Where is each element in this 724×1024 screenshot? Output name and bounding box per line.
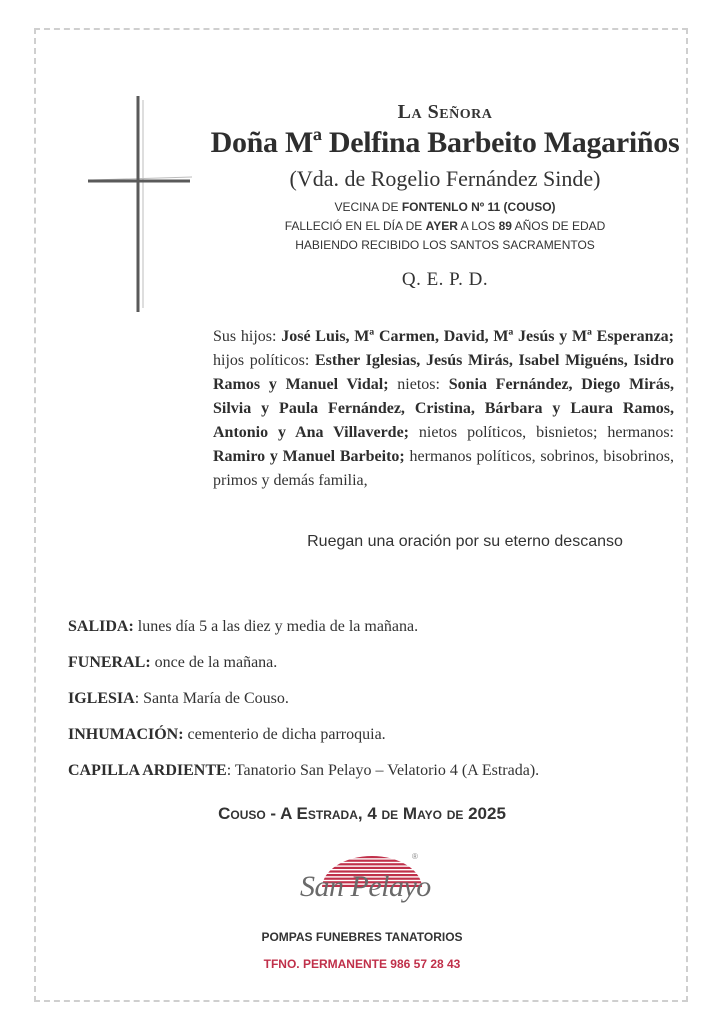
detail-funeral: FUNERAL: once de la mañana. [68,654,278,671]
sun-stripe [310,856,440,858]
detail-iglesia: IGLESIA: Santa María de Couso. [68,690,289,707]
family-text: hijos políticos: [213,352,315,369]
sacraments-line: HABIENDO RECIBIDO LOS SANTOS SACRAMENTOS [295,238,595,252]
sun-stripe [310,863,440,865]
detail-capilla: CAPILLA ARDIENTE: Tanatorio San Pelayo – Velatorio 4 (A Estrada). [68,762,540,779]
widow-of: (Vda. de Rogelio Fernández Sinde) [289,166,601,191]
family-text: nietos políticos, bisnietos; hermanos: [409,424,674,441]
prayer-line: Ruegan una oración por su eterno descanso [307,533,623,550]
company-name: POMPAS FUNEBRES TANATORIOS [261,930,463,944]
family-text: nietos: [388,376,449,393]
family-text: hermanos políticos, sobrinos, bisobrinos, primos y demás familia, [213,448,674,489]
residence-place: FONTENLO Nº 11 (COUSO) [401,200,556,214]
detail-salida: SALIDA: lunes día 5 a las diez y media de la mañana. [68,618,419,635]
family-names: Sonia Fernández, Diego Mirás, Silvia y Paula Fernández, Cristina, Bárbara y Laura Ramos, Antonio y Ana Villaverde; [213,376,675,441]
detail-inhumacion: INHUMACIÓN: cementerio de dicha parroquia. [68,726,386,743]
family-text: Sus hijos: [213,328,282,345]
title-lady: La Señora [397,101,493,123]
age: 89 [498,219,512,233]
deceased-name: Doña Mª Delfina Barbeito Magariños [210,126,680,159]
header [210,101,680,291]
cross-icon [86,96,196,316]
dateline: Couso - A Estrada, 4 de Mayo de 2025 [218,804,506,823]
family-names: José Luis, Mª Carmen, David, Mª Jesús y Mª Esperanza; [281,328,675,345]
death-line: FALLECIÓ EN EL DÍA DE AYER A LOS 89 AÑOS DE EDAD [284,219,606,233]
phone-line: TFNO. PERMANENTE 986 57 28 43 [263,957,461,971]
sun-stripe [310,860,440,862]
service-details [68,616,688,796]
family-names: Ramiro y Manuel Barbeito; [213,448,405,465]
residence-line: VECINA DE FONTENLO Nº 11 (COUSO) [334,200,556,214]
qepd: Q. E. P. D. [401,269,489,290]
family-paragraph [213,325,674,493]
sun-stripe [310,867,440,869]
company-logo-text: San Pelayo [300,870,431,903]
registered-mark: ® [412,852,418,861]
family-names: Esther Iglesias, Jesús Mirás, Isabel Miguéns, Isidro Ramos y Manuel Vidal; [213,352,675,393]
